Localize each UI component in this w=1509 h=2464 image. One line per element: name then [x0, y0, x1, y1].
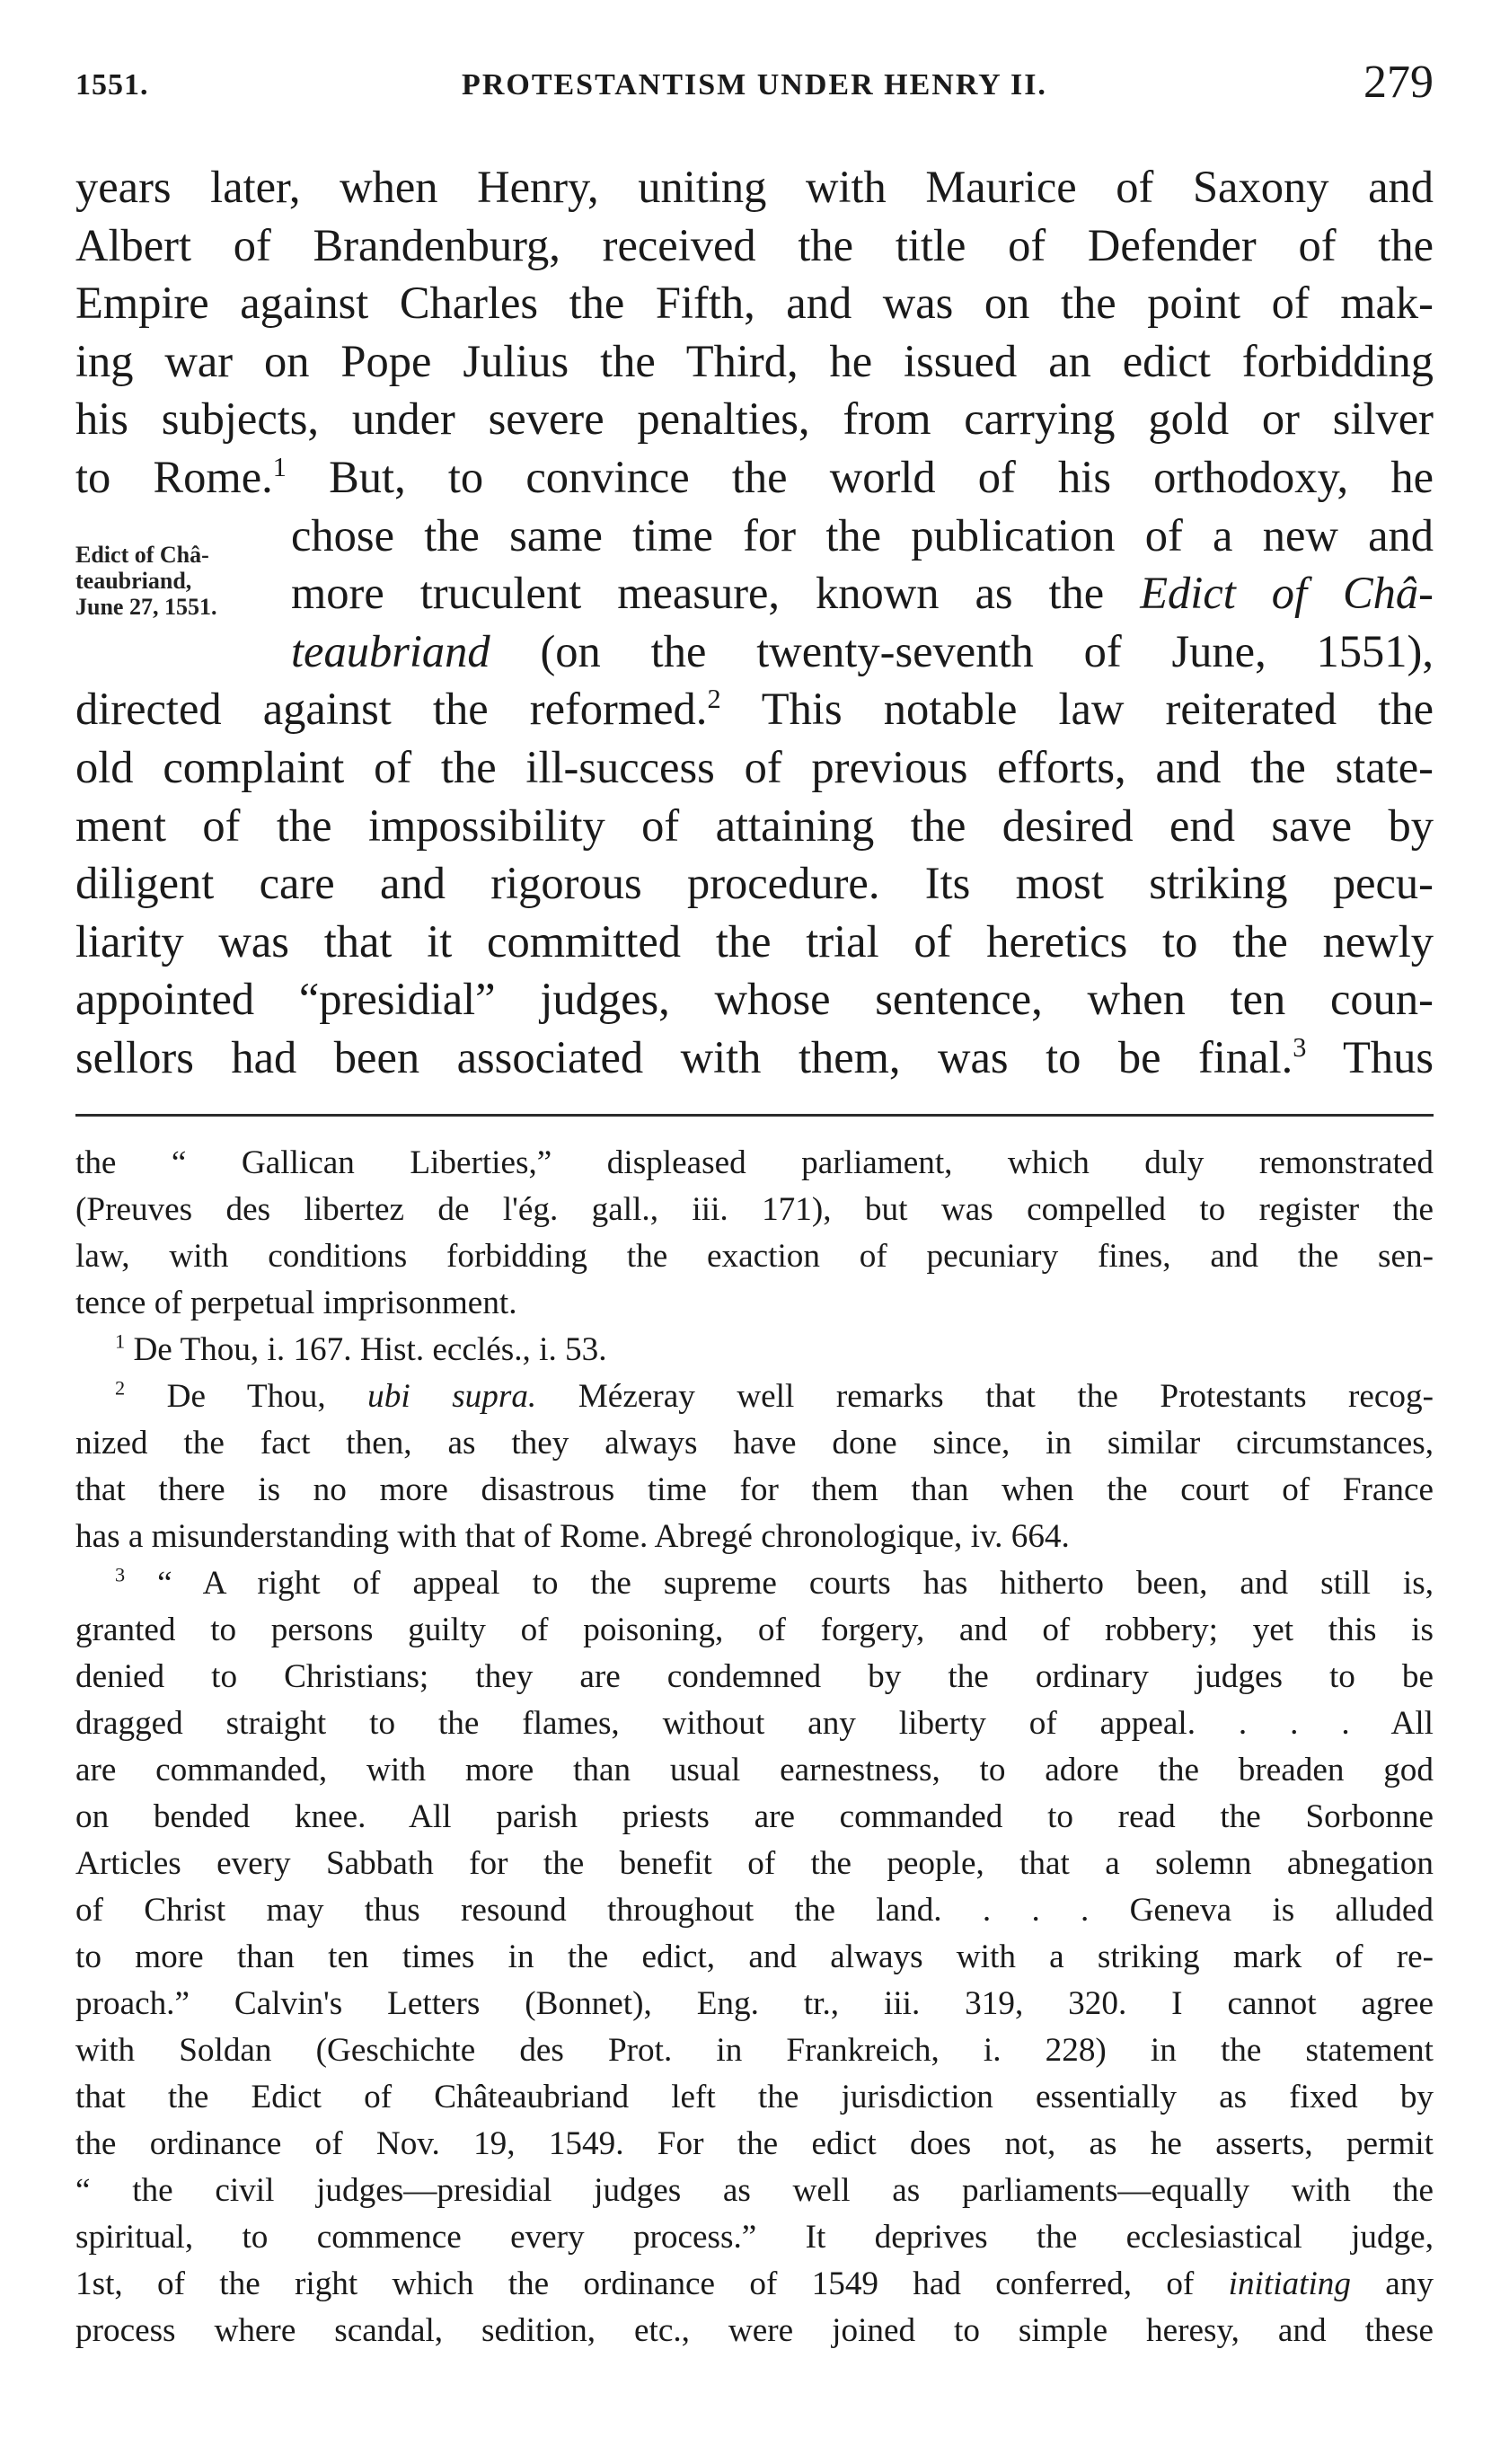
- footnote-line: has a misunderstanding with that of Rome. Abregé chronologique, iv. 664.: [75, 1517, 1070, 1555]
- footnote-line: dragged straight to the flames, without any liberty of appeal. . . . All: [75, 1704, 1434, 1742]
- body-text: [75, 158, 1434, 1087]
- body-line: [75, 680, 1434, 738]
- footnote-line: denied to Christians; they are condemned by the ordinary judges to be: [75, 1657, 1434, 1695]
- edict-title-italic: Edict of Châ-: [1140, 568, 1434, 619]
- footnotes: [75, 1140, 1434, 2354]
- running-header: [75, 54, 1434, 117]
- footnote-line: of Christ may thus resound throughout the land. . . . Geneva is alluded: [75, 1891, 1434, 1929]
- footnote-text: “ A right of appeal to the supreme courts has hitherto been, and still is,: [125, 1564, 1434, 1602]
- body-text-run: But, to convince the world of his orthodoxy, he: [286, 451, 1434, 502]
- body-line: [75, 1029, 1434, 1087]
- footnote-line: law, with conditions forbidding the exaction of pecuniary fines, and the sen-: [75, 1237, 1434, 1275]
- footnote-text: De Thou, i. 167. Hist. ecclés., i. 53.: [125, 1330, 607, 1368]
- footnote-line: the ordinance of Nov. 19, 1549. For the edict does not, as he asserts, permit: [75, 2124, 1434, 2162]
- body-line: ing war on Pope Julius the Third, he issued an edict forbidding: [75, 335, 1434, 386]
- footnote-line: [75, 2261, 1434, 2308]
- body-line: liarity was that it committed the trial of heretics to the newly: [75, 915, 1434, 967]
- body-line: [291, 564, 1434, 623]
- body-line: diligent care and rigorous procedure. Its most striking pecu-: [75, 858, 1434, 909]
- footnote-text: Mézeray well remarks that the Protestants recog-: [536, 1377, 1434, 1415]
- footnote-divider: [75, 1114, 1434, 1117]
- footnote-line: that the Edict of Châteaubriand left the jurisdiction essentially as fixed by: [75, 2078, 1434, 2115]
- body-line: his subjects, under severe penalties, from carrying gold or silver: [75, 393, 1434, 445]
- footnote-text: De Thou,: [125, 1377, 368, 1415]
- body-line: old complaint of the ill-success of previous efforts, and the state-: [75, 741, 1434, 792]
- body-text-run: (on the twenty-seventh of June, 1551),: [490, 625, 1434, 676]
- footnote-line: on bended knee. All parish priests are commanded to read the Sorbonne: [75, 1797, 1434, 1835]
- body-line: [291, 623, 1434, 681]
- body-text-run: sellors had been associated with them, was to be final.: [75, 1031, 1293, 1082]
- footnote-marker: 3: [115, 1563, 126, 1586]
- margin-sidenote: [75, 542, 291, 620]
- sidenote-line: June 27, 1551.: [75, 593, 217, 620]
- footnote-line: proach.” Calvin's Letters (Bonnet), Eng. tr., iii. 319, 320. I cannot agree: [75, 1984, 1434, 2022]
- edict-title-italic: teaubriand: [291, 625, 490, 676]
- footnote-line: spiritual, to commence every process.” It deprives the ecclesiastical judge,: [75, 2218, 1434, 2256]
- footnote-marker: 1: [115, 1329, 126, 1353]
- body-text-run: directed against the reformed.: [75, 684, 708, 735]
- footnote-ref: 2: [707, 684, 721, 715]
- body-text-run: This notable law reiterated the: [720, 684, 1434, 735]
- header-year: 1551.: [75, 68, 149, 102]
- footnote-line: that there is no more disastrous time for them than when the court of France: [75, 1470, 1434, 1508]
- footnote-ref: 3: [1293, 1032, 1307, 1064]
- footnote-text: 1st, of the right which the ordinance of 1549 had conferred, of: [75, 2265, 1229, 2302]
- body-text-run: more truculent measure, known as the: [291, 568, 1141, 619]
- footnote-line: Articles every Sabbath for the benefit of the people, that a solemn abnegation: [75, 1844, 1434, 1882]
- book-page: [75, 54, 1434, 2354]
- body-line: appointed “presidial” judges, whose sentence, when ten coun-: [75, 974, 1434, 1025]
- page-number: 279: [1363, 57, 1434, 108]
- body-line: ment of the impossibility of attaining the desired end save by: [75, 799, 1434, 851]
- footnote-line: are commanded, with more than usual earnestness, to adore the breaden god: [75, 1751, 1434, 1788]
- footnote-line: to more than ten times in the edict, and always with a striking mark of re-: [75, 1938, 1434, 1975]
- footnote-marker: 2: [115, 1376, 126, 1400]
- footnote-line: granted to persons guilty of poisoning, of forgery, and of robbery; yet this is: [75, 1611, 1434, 1648]
- body-line: years later, when Henry, uniting with Maurice of Saxony and: [75, 162, 1434, 212]
- footnote-italic: ubi supra.: [367, 1377, 537, 1415]
- footnote-line: with Soldan (Geschichte des Prot. in Frankreich, i. 228) in the statement: [75, 2031, 1434, 2069]
- footnote-2: [75, 1373, 1434, 1420]
- footnote-line: the “ Gallican Liberties,” displeased parliament, which duly remonstrated: [75, 1144, 1434, 1181]
- footnote-line: process where scandal, sedition, etc., were joined to simple heresy, and these: [75, 2311, 1434, 2349]
- footnote-ref: 1: [272, 452, 287, 483]
- footnote-line: tence of perpetual imprisonment.: [75, 1284, 517, 1321]
- body-text-run: to Rome.: [75, 451, 273, 502]
- sidenote-block: [75, 507, 1434, 681]
- footnote-3: [75, 1560, 1434, 1607]
- sidenote-line: Edict of Châ-: [75, 541, 209, 568]
- footnote-line: nized the fact then, as they always have done since, in similar circumstances,: [75, 1424, 1434, 1462]
- body-line: Empire against Charles the Fifth, and was on the point of mak-: [75, 278, 1434, 329]
- body-line: Albert of Brandenburg, received the title of Defender of the: [75, 219, 1434, 270]
- footnote-italic: initiating: [1228, 2265, 1351, 2302]
- sidenote-line: teaubriand,: [75, 567, 192, 594]
- footnote-1: [75, 1327, 1434, 1373]
- running-title: PROTESTANTISM UNDER HENRY II.: [462, 68, 1047, 102]
- body-text-run: Thus: [1306, 1031, 1434, 1082]
- footnote-text: any: [1351, 2265, 1434, 2302]
- footnote-line: “ the civil judges—presidial judges as well as parliaments—equally with the: [75, 2171, 1434, 2209]
- footnote-line: (Preuves des libertez de l'ég. gall., iii. 171), but was compelled to register the: [75, 1190, 1434, 1228]
- body-line: [75, 448, 1434, 507]
- body-line: chose the same time for the publication of a new and: [291, 509, 1434, 561]
